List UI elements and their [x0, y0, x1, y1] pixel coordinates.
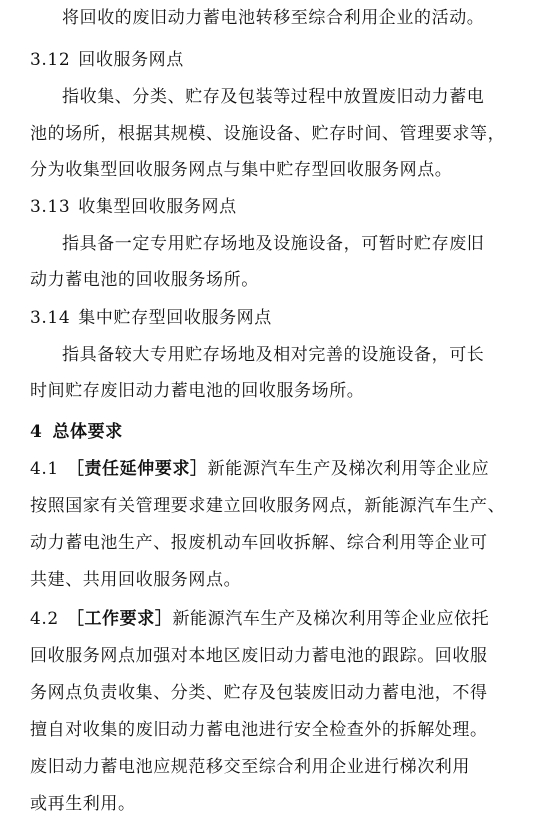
line-text: 新能源汽车生产及梯次利用等企业应: [207, 459, 490, 479]
section-heading-3-14: [0, 303, 542, 333]
line-text: 共建、共用回收服务网点。: [30, 570, 242, 590]
section-number: 3.13: [30, 197, 71, 217]
line-text: 指收集、分类、贮存及包装等过程中放置废旧动力蓄电: [62, 87, 485, 107]
paragraph-line: [0, 155, 542, 185]
clause-number: 4.2: [30, 609, 59, 629]
clause-4-2-line: [0, 604, 542, 634]
clause-number: 4.1: [30, 459, 59, 479]
paragraph-line: [0, 715, 542, 745]
line-text: 按照国家有关管理要求建立回收服务网点，新能源汽车生产、: [30, 496, 506, 516]
line-text: 池的场所，根据其规模、设施设备、贮存时间、管理要求等，: [30, 124, 506, 144]
line-text: 或再生利用。: [30, 794, 136, 814]
section-heading-3-13: [0, 192, 542, 222]
paragraph-line: [0, 340, 542, 370]
line-text: 分为收集型回收服务网点与集中贮存型回收服务网点。: [30, 160, 453, 180]
paragraph-line: [0, 265, 542, 295]
line-text: 指具备较大专用贮存场地及相对完善的设施设备，可长: [62, 345, 485, 365]
paragraph-line: [0, 229, 542, 259]
paragraph-line: [0, 565, 542, 595]
line-text: 动力蓄电池生产、报废机动车回收拆解、综合利用等企业可: [30, 533, 488, 553]
line-text: 时间贮存废旧动力蓄电池的回收服务场所。: [30, 381, 365, 401]
clause-tag: ［责任延伸要求］: [66, 459, 208, 479]
paragraph-line: [0, 641, 542, 671]
line-text: 务网点负责收集、分类、贮存及包装废旧动力蓄电池，不得: [30, 683, 488, 703]
section-title: 集中贮存型回收服务网点: [78, 308, 272, 328]
paragraph-line: [0, 528, 542, 558]
section-number: 3.12: [30, 50, 71, 70]
paragraph-line: [0, 119, 542, 149]
section-title: 收集型回收服务网点: [78, 197, 237, 217]
clause-tag: ［工作要求］: [66, 609, 173, 629]
line-text: 擅自对收集的废旧动力蓄电池进行安全检查外的拆解处理。: [30, 720, 488, 740]
line-text: 废旧动力蓄电池应规范移交至综合利用企业进行梯次利用: [30, 757, 470, 777]
section-title: 回收服务网点: [78, 50, 184, 70]
line-text: 将回收的废旧动力蓄电池转移至综合利用企业的活动。: [62, 8, 485, 28]
paragraph-line: [0, 3, 542, 33]
chapter-title: 总体要求: [52, 422, 123, 442]
paragraph-line: [0, 491, 542, 521]
chapter-heading-4: [0, 417, 542, 447]
paragraph-line: [0, 678, 542, 708]
section-heading-3-12: [0, 45, 542, 75]
section-number: 3.14: [30, 308, 71, 328]
paragraph-line: [0, 376, 542, 406]
paragraph-line: [0, 752, 542, 782]
line-text: 指具备一定专用贮存场地及设施设备，可暂时贮存废旧: [62, 234, 485, 254]
clause-4-1-line: [0, 454, 542, 484]
line-text: 新能源汽车生产及梯次利用等企业应依托: [172, 609, 490, 629]
chapter-number: 4: [30, 422, 43, 442]
line-text: 回收服务网点加强对本地区废旧动力蓄电池的跟踪。回收服: [30, 646, 488, 666]
line-text: 动力蓄电池的回收服务场所。: [30, 270, 259, 290]
paragraph-line: [0, 82, 542, 112]
paragraph-line: [0, 789, 542, 819]
